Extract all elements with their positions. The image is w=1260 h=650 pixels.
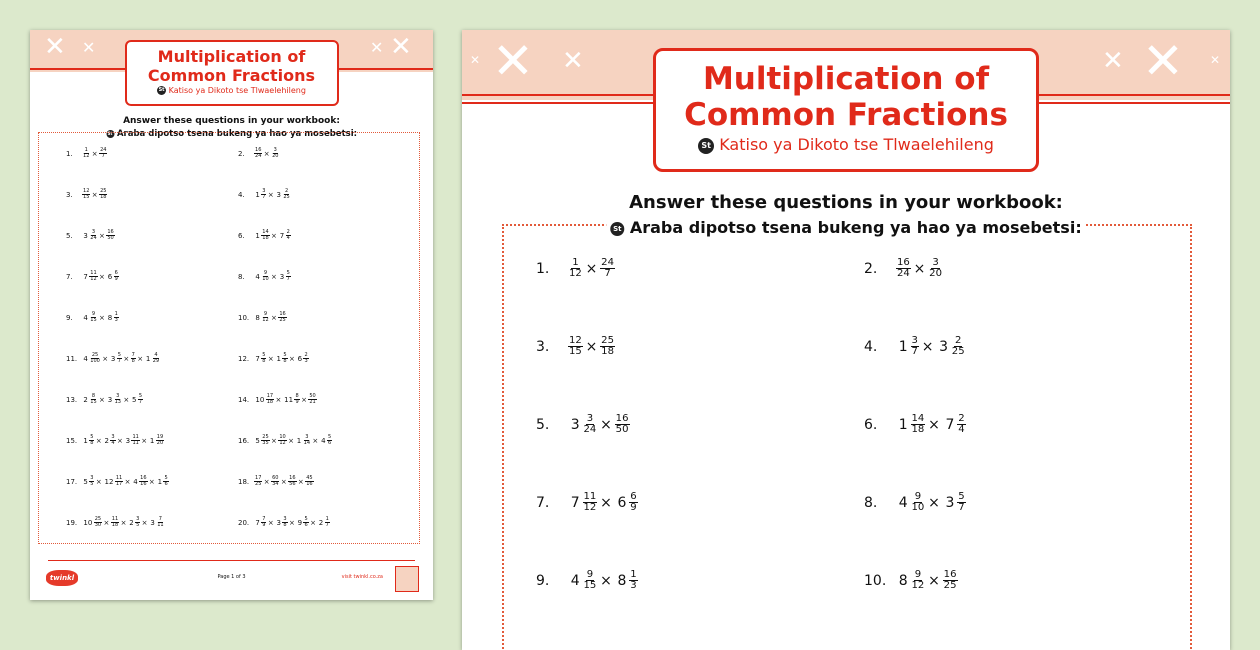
x-pattern-icon: ✕: [562, 46, 584, 76]
question-expression: 1 $\frac{5}{8}$ × 2 $\frac{3}{4}$ × 3 $\frac{11}{11}$ × 1 $\frac{19}{20}$: [83, 434, 164, 447]
question-expression: 2 $\frac{8}{15}$ × 3 $\frac{3}{13}$ × 5 $\frac{5}{7}$: [83, 393, 143, 406]
fraction: $\frac{8}{9}$: [295, 393, 299, 406]
fraction: $\frac{5}{7}$: [958, 491, 965, 514]
question-number: 15.: [66, 436, 78, 445]
fraction: $\frac{3}{5}$: [90, 475, 94, 488]
question-6: [238, 230, 291, 241]
page-title-line1: Multiplication of: [702, 61, 990, 97]
question-8: [238, 271, 291, 282]
question-expression: 8 $\frac{9}{12}$ × $\frac{16}{25}$: [255, 311, 286, 324]
question-15: [66, 435, 164, 446]
fraction: $\frac{5}{8}$: [90, 434, 94, 447]
question-10: [864, 570, 958, 591]
page-title-line2: Common Fractions: [147, 66, 316, 85]
question-20: [238, 517, 330, 528]
fraction: $\frac{9}{10}$: [911, 491, 925, 514]
fraction: $\frac{16}{25}$: [943, 569, 957, 592]
instruction: Answer these questions in your workbook:: [119, 116, 344, 126]
instruction-sesotho: [606, 218, 1085, 237]
x-pattern-icon: ✕: [492, 32, 534, 90]
fraction: $\frac{16}{56}$: [289, 475, 296, 488]
fraction: $\frac{3}{24}$: [583, 413, 597, 436]
fraction: $\frac{17}{18}$: [266, 393, 274, 406]
fraction: $\frac{7}{9}$: [262, 516, 266, 529]
question-expression: 10 $\frac{17}{18}$ × 11 $\frac{8}{9}$ × $\frac{50}{21}$: [255, 393, 316, 406]
question-number: 11.: [66, 354, 78, 363]
fraction: $\frac{5}{8}$: [283, 352, 287, 365]
question-12: [238, 353, 309, 364]
fraction: $\frac{5}{6}$: [327, 434, 332, 447]
fraction: $\frac{2}{3}$: [304, 352, 308, 365]
fraction: $\frac{9}{12}$: [262, 311, 269, 324]
question-14: [238, 394, 317, 405]
subtitle-text: Katiso ya Dikoto tse Tlwaelehileng: [719, 135, 994, 154]
fraction: $\frac{25}{18}$: [100, 188, 107, 201]
question-expression: 4 $\frac{9}{10}$ × 3 $\frac{5}{7}$: [255, 270, 290, 283]
fraction: $\frac{19}{20}$: [156, 434, 164, 447]
question-7: [536, 492, 638, 513]
question-number: 13.: [66, 395, 78, 404]
fraction: $\frac{1}{3}$: [114, 311, 118, 324]
fraction: $\frac{60}{34}$: [272, 475, 279, 488]
fraction: $\frac{11}{17}$: [115, 475, 123, 488]
question-1: [536, 258, 615, 279]
question-number: 14.: [238, 395, 250, 404]
instruction-sesotho-text: Araba dipotso tsena bukeng ya hao ya mosebetsi:: [116, 129, 358, 139]
question-expression: 4 $\frac{25}{100}$ × 3 $\frac{5}{7}$ × $\frac{7}{8}$ × 1 $\frac{4}{29}$: [83, 352, 160, 365]
x-pattern-icon: ✕: [44, 32, 66, 62]
worksheet-enlarged[interactable]: [462, 30, 1230, 650]
question-11: [66, 353, 160, 364]
fraction: $\frac{16}{50}$: [615, 413, 629, 436]
question-number: 10.: [864, 572, 887, 589]
question-18: [238, 476, 314, 487]
fraction: $\frac{5}{7}$: [286, 270, 290, 283]
fraction: $\frac{1}{3}$: [630, 569, 637, 592]
fraction: $\frac{3}{14}$: [303, 434, 311, 447]
x-pattern-icon: ✕: [390, 32, 412, 62]
question-expression: 1 $\frac{3}{7}$ × 3 $\frac{2}{25}$: [898, 335, 965, 358]
question-6: [864, 414, 966, 435]
fraction: $\frac{6}{9}$: [630, 491, 637, 514]
question-expression: 1 $\frac{14}{18}$ × 7 $\frac{2}{4}$: [898, 413, 965, 436]
question-8: [864, 492, 966, 513]
fraction: $\frac{16}{25}$: [279, 311, 286, 324]
fraction: $\frac{3}{7}$: [262, 188, 266, 201]
question-7: [66, 271, 119, 282]
question-number: 19.: [66, 518, 78, 527]
x-pattern-icon: ✕: [470, 53, 481, 67]
fraction: $\frac{12}{15}$: [569, 335, 582, 358]
question-number: 3.: [66, 190, 73, 199]
sesotho-badge-icon: St: [158, 87, 165, 93]
fraction: $\frac{17}{25}$: [255, 475, 262, 488]
question-number: 7.: [536, 494, 550, 511]
fraction: $\frac{5}{7}$: [138, 393, 143, 406]
fraction: $\frac{25}{18}$: [601, 335, 614, 358]
fraction: $\frac{16}{16}$: [140, 475, 147, 488]
fraction: $\frac{3}{20}$: [929, 257, 942, 280]
fraction: $\frac{3}{4}$: [111, 434, 115, 447]
fraction: $\frac{8}{15}$: [90, 393, 97, 406]
question-number: 5.: [66, 231, 73, 240]
fraction: $\frac{11}{11}$: [132, 434, 139, 447]
fraction: $\frac{3}{7}$: [911, 335, 918, 358]
question-expression: 3 $\frac{3}{24}$ × $\frac{16}{50}$: [83, 229, 114, 242]
question-expression: 7 $\frac{11}{12}$ × 6 $\frac{6}{9}$: [83, 270, 118, 283]
x-pattern-icon: ✕: [370, 38, 384, 57]
question-number: 5.: [536, 416, 550, 433]
fraction: $\frac{11}{12}$: [583, 491, 597, 514]
fraction: $\frac{3}{13}$: [114, 393, 121, 406]
question-expression: 4 $\frac{9}{15}$ × 8 $\frac{1}{3}$: [570, 569, 637, 592]
fraction: $\frac{14}{18}$: [262, 229, 269, 242]
fraction: $\frac{16}{24}$: [255, 147, 262, 160]
question-number: 9.: [66, 313, 73, 322]
fraction: $\frac{2}{25}$: [283, 188, 290, 201]
fraction: $\frac{3}{8}$: [283, 516, 287, 529]
question-number: 6.: [238, 231, 245, 240]
fraction: $\frac{24}{7}$: [601, 257, 614, 280]
question-1: [66, 148, 107, 159]
x-pattern-icon: ✕: [1210, 53, 1221, 67]
question-expression: 7 $\frac{5}{8}$ × 1 $\frac{5}{8}$ × 6 $\frac{2}{3}$: [255, 352, 308, 365]
fraction: $\frac{5}{8}$: [262, 352, 266, 365]
question-expression: $\frac{12}{15}$ × $\frac{25}{18}$: [83, 188, 107, 201]
question-expression: 1 $\frac{14}{18}$ × 7 $\frac{2}{4}$: [255, 229, 290, 242]
fraction: $\frac{11}{18}$: [111, 516, 119, 529]
fraction: $\frac{14}{18}$: [911, 413, 925, 436]
fraction: $\frac{2}{4}$: [958, 413, 965, 436]
question-expression: $\frac{1}{12}$ × $\frac{24}{7}$: [569, 257, 614, 280]
question-number: 4.: [238, 190, 245, 199]
question-2: [238, 148, 279, 159]
sesotho-badge-icon: St: [107, 130, 113, 136]
question-expression: 3 $\frac{3}{24}$ × $\frac{16}{50}$: [570, 413, 629, 436]
question-9: [536, 570, 638, 591]
question-expression: 7 $\frac{7}{9}$ × 3 $\frac{3}{8}$ × 9 $\frac{5}{6}$ × 2 $\frac{1}{7}$: [255, 516, 329, 529]
fraction: $\frac{10}{12}$: [279, 434, 286, 447]
footer-rule: [48, 560, 415, 561]
question-number: 17.: [66, 477, 78, 486]
question-9: [66, 312, 119, 323]
badge-icon: [395, 566, 419, 592]
question-number: 12.: [238, 354, 250, 363]
fraction: $\frac{50}{21}$: [309, 393, 316, 406]
fraction: $\frac{45}{16}$: [306, 475, 313, 488]
fraction: $\frac{1}{7}$: [325, 516, 329, 529]
question-4: [238, 189, 291, 200]
fraction: $\frac{5}{7}$: [117, 352, 121, 365]
fraction: $\frac{3}{20}$: [272, 147, 279, 160]
question-expression: 4 $\frac{9}{15}$ × 8 $\frac{1}{3}$: [83, 311, 118, 324]
fraction: $\frac{25}{100}$: [90, 352, 100, 365]
question-3: [66, 189, 107, 200]
x-pattern-icon: ✕: [1102, 46, 1124, 76]
fraction: $\frac{11}{12}$: [90, 270, 97, 283]
question-number: 16.: [238, 436, 250, 445]
fraction: $\frac{16}{24}$: [897, 257, 910, 280]
fraction: $\frac{24}{7}$: [100, 147, 107, 160]
fraction: $\frac{5}{6}$: [304, 516, 308, 529]
subtitle-text: Katiso ya Dikoto tse Tlwaelehileng: [168, 86, 306, 95]
fraction: $\frac{2}{25}$: [951, 335, 965, 358]
worksheet-thumbnail[interactable]: [30, 30, 433, 600]
footer-url: visit twinkl.co.za: [341, 574, 383, 580]
sesotho-badge-icon: St: [610, 222, 624, 236]
fraction: $\frac{9}{15}$: [90, 311, 97, 324]
fraction: $\frac{9}{12}$: [911, 569, 925, 592]
question-expression: 4 $\frac{9}{10}$ × 3 $\frac{5}{7}$: [898, 491, 965, 514]
footer: [30, 556, 433, 600]
fraction: $\frac{9}{15}$: [583, 569, 597, 592]
fraction: $\frac{25}{30}$: [94, 516, 102, 529]
fraction: $\frac{1}{12}$: [569, 257, 582, 280]
question-number: 8.: [864, 494, 878, 511]
fraction: $\frac{9}{10}$: [262, 270, 269, 283]
question-number: 4.: [864, 338, 878, 355]
question-number: 1.: [536, 260, 550, 277]
question-10: [238, 312, 287, 323]
page-title-line2: Common Fractions: [684, 97, 1008, 133]
page-subtitle: [656, 135, 1036, 154]
twinkl-logo: twinkl: [46, 570, 78, 586]
question-4: [864, 336, 966, 357]
fraction: $\frac{2}{4}$: [286, 229, 290, 242]
question-expression: $\frac{12}{15}$ × $\frac{25}{18}$: [569, 335, 614, 358]
question-expression: 8 $\frac{9}{12}$ × $\frac{16}{25}$: [898, 569, 957, 592]
question-number: 8.: [238, 272, 245, 281]
fraction: $\frac{3}{24}$: [90, 229, 97, 242]
question-3: [536, 336, 615, 357]
question-5: [536, 414, 630, 435]
question-expression: $\frac{16}{24}$ × $\frac{3}{20}$: [897, 257, 942, 280]
question-expression: $\frac{17}{25}$ × $\frac{60}{34}$ × $\frac{16}{56}$ × $\frac{45}{16}$: [255, 475, 313, 488]
question-2: [864, 258, 943, 279]
fraction: $\frac{3}{5}$: [136, 516, 140, 529]
fraction: $\frac{5}{6}$: [164, 475, 168, 488]
question-expression: 10 $\frac{25}{30}$ × $\frac{11}{18}$ × 2 $\frac{3}{5}$ × 3 $\frac{7}{11}$: [83, 516, 164, 529]
question-number: 6.: [864, 416, 878, 433]
instruction: Answer these questions in your workbook:: [621, 190, 1071, 215]
fraction: $\frac{12}{15}$: [83, 188, 90, 201]
question-expression: 1 $\frac{3}{7}$ × 3 $\frac{2}{25}$: [255, 188, 290, 201]
question-expression: 7 $\frac{11}{12}$ × 6 $\frac{6}{9}$: [570, 491, 637, 514]
question-number: 3.: [536, 338, 550, 355]
question-expression: 5 $\frac{25}{35}$ × $\frac{10}{12}$ × 1 $\frac{3}{14}$ × 4 $\frac{5}{6}$: [255, 434, 332, 447]
question-number: 7.: [66, 272, 73, 281]
question-number: 10.: [238, 313, 250, 322]
question-number: 18.: [238, 477, 250, 486]
question-number: 9.: [536, 572, 550, 589]
question-19: [66, 517, 165, 528]
question-number: 2.: [864, 260, 878, 277]
fraction: $\frac{7}{11}$: [157, 516, 164, 529]
x-pattern-icon: ✕: [82, 38, 96, 57]
question-number: 2.: [238, 149, 245, 158]
question-16: [238, 435, 332, 446]
page-title-line1: Multiplication of: [157, 47, 306, 66]
question-13: [66, 394, 143, 405]
question-expression: $\frac{16}{24}$ × $\frac{3}{20}$: [255, 147, 279, 160]
fraction: $\frac{1}{12}$: [83, 147, 90, 160]
fraction: $\frac{16}{50}$: [107, 229, 114, 242]
question-number: 20.: [238, 518, 250, 527]
question-5: [66, 230, 115, 241]
fraction: $\frac{7}{8}$: [131, 352, 135, 365]
title-box: [125, 40, 339, 106]
page-subtitle: [127, 86, 337, 95]
x-pattern-icon: ✕: [1142, 32, 1184, 90]
fraction: $\frac{4}{29}$: [152, 352, 160, 365]
fraction: $\frac{25}{35}$: [262, 434, 269, 447]
instruction-sesotho-text: Araba dipotso tsena bukeng ya hao ya mosebetsi:: [629, 218, 1082, 237]
sesotho-badge-icon: St: [698, 138, 714, 154]
question-expression: 5 $\frac{3}{5}$ × 12 $\frac{11}{17}$ × 4 $\frac{16}{16}$ × 1 $\frac{5}{6}$: [83, 475, 168, 488]
fraction: $\frac{6}{9}$: [114, 270, 118, 283]
question-expression: $\frac{1}{12}$ × $\frac{24}{7}$: [83, 147, 107, 160]
title-box: [653, 48, 1039, 172]
question-17: [66, 476, 169, 487]
page-number: Page 1 of 3: [217, 574, 246, 580]
question-number: 1.: [66, 149, 73, 158]
